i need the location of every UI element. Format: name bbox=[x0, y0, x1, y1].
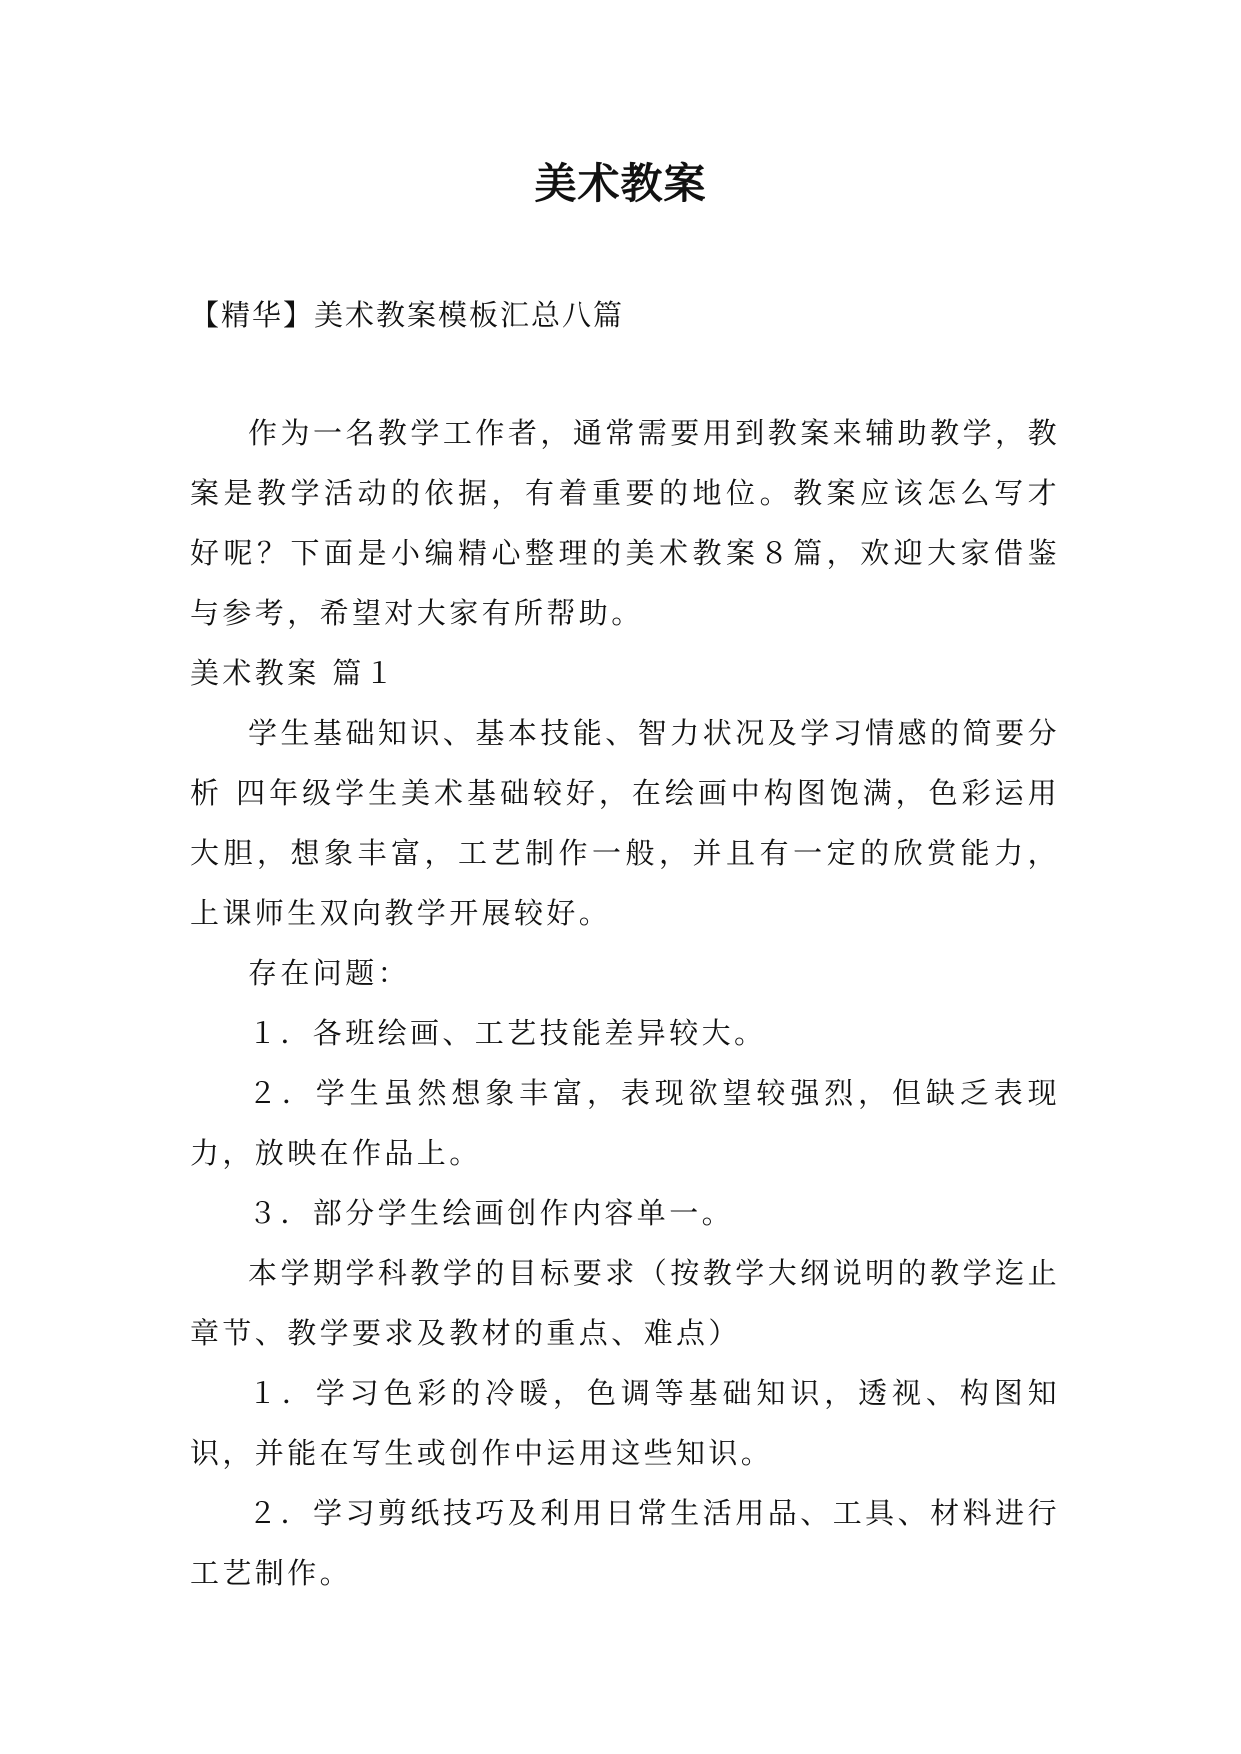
document-title: 美术教案 bbox=[534, 159, 707, 208]
paragraph: 作为一名教学工作者，通常需要用到教案来辅助教学，教案是教学活动的依据，有着重要的地位。教案应该怎么写才好呢？下面是小编精心整理的美术教案８篇，欢迎大家借鉴与参考，希望对大家有所帮助。 bbox=[190, 416, 1060, 630]
paragraph: 本学期学科教学的目标要求（按教学大纲说明的教学迄止章节、教学要求及教材的重点、难点） bbox=[190, 1256, 1060, 1350]
paragraph: １．各班绘画、工艺技能差异较大。 bbox=[248, 1016, 767, 1050]
paragraph: 存在问题： bbox=[248, 956, 411, 990]
paragraph: 学生基础知识、基本技能、智力状况及学习情感的简要分析 四年级学生美术基础较好，在绘画中构图饱满，色彩运用大胆，想象丰富，工艺制作一般，并且有一定的欣赏能力，上课师生双向教学开展较好。 bbox=[190, 716, 1060, 930]
paragraph: ３．部分学生绘画创作内容单一。 bbox=[248, 1196, 735, 1230]
paragraph: ２．学生虽然想象丰富，表现欲望较强烈，但缺乏表现力，放映在作品上。 bbox=[190, 1076, 1060, 1170]
paragraph: ２．学习剪纸技巧及利用日常生活用品、工具、材料进行工艺制作。 bbox=[190, 1496, 1060, 1590]
document-body bbox=[190, 403, 1060, 1603]
paragraph: 美术教案 篇１ bbox=[190, 656, 398, 690]
document-subtitle: 【精华】美术教案模板汇总八篇 bbox=[190, 298, 625, 332]
paragraph: １．学习色彩的冷暖，色调等基础知识，透视、构图知识，并能在写生或创作中运用这些知识。 bbox=[190, 1376, 1060, 1470]
